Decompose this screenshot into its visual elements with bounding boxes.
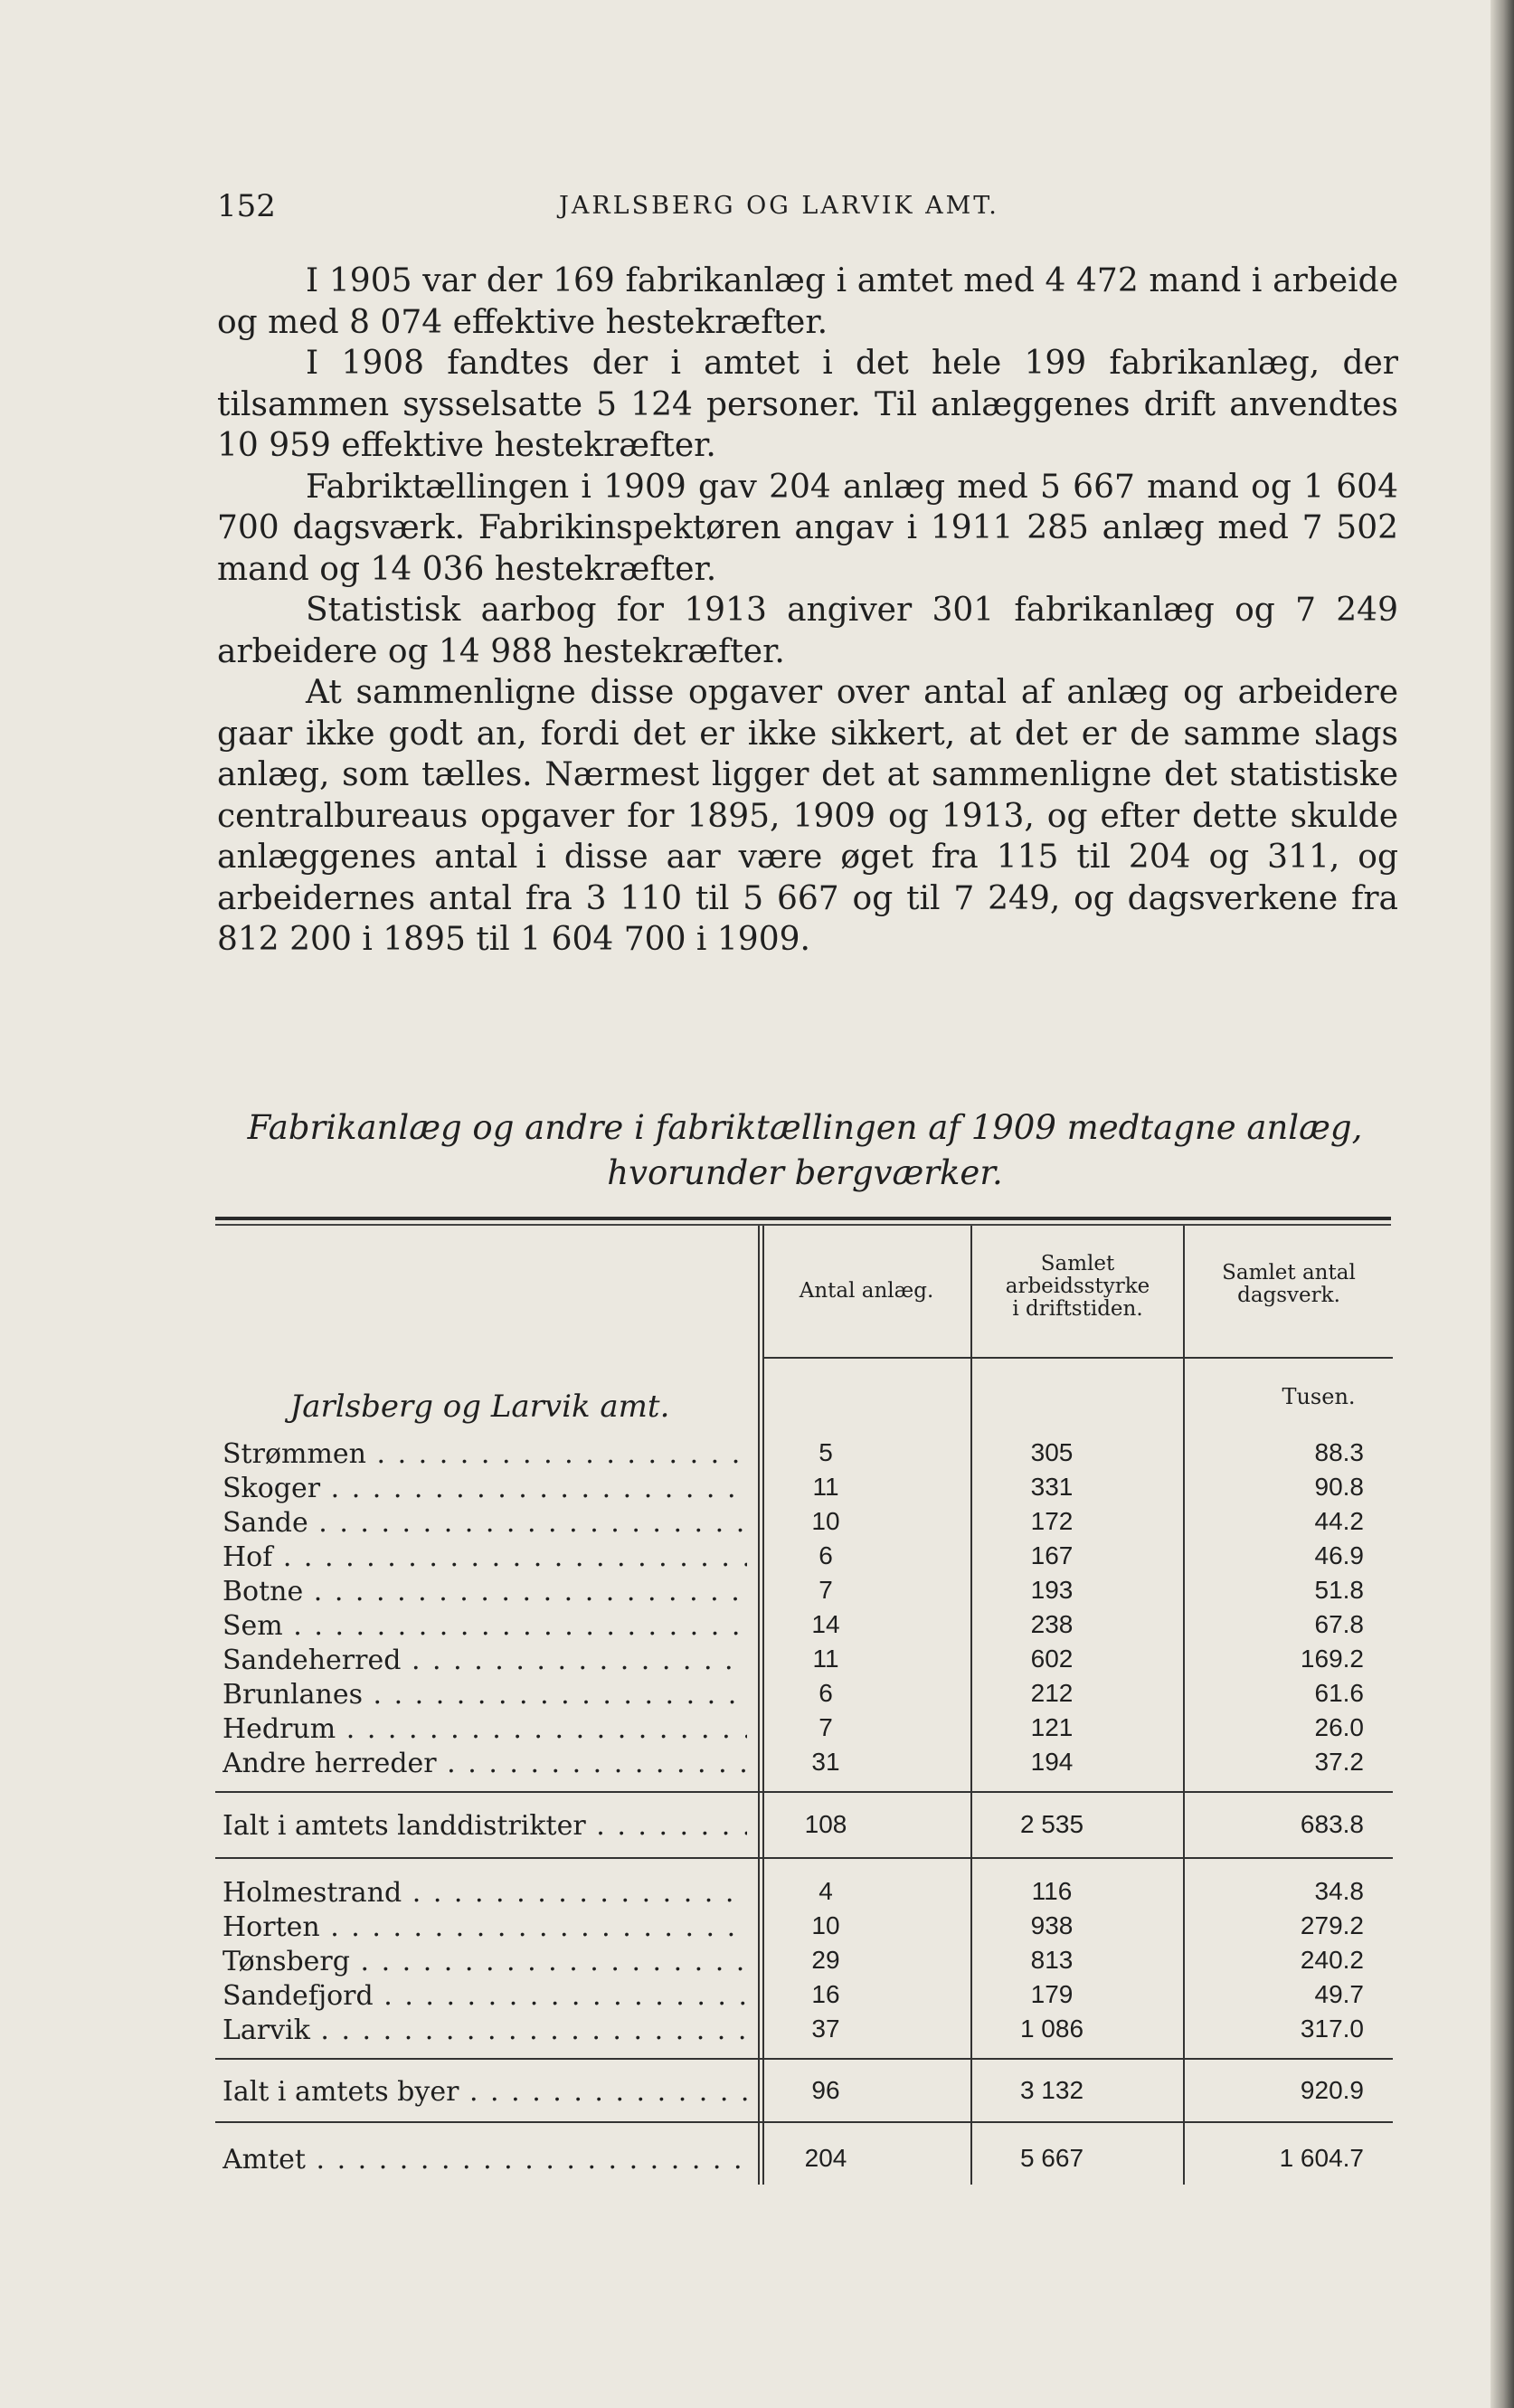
body-text [217, 261, 1398, 961]
cell-anlaeg: 7 [819, 1713, 833, 1741]
running-title: JARLSBERG OG LARVIK AMT. [559, 192, 999, 220]
paragraph: Fabriktællingen i 1909 gav 204 anlæg med 5 667 mand og 1 604 700 dagsværk. Fabrikinspektøren angav i 1911 285 anlæg med 7 502 mand og 14 036 hestekræfter. [217, 468, 1398, 588]
cell-anlaeg: 10 [811, 1507, 840, 1535]
cell-anlaeg: 108 [804, 1810, 847, 1838]
cell-dagsverk: 317.0 [1300, 2015, 1364, 2043]
cell-anlaeg: 16 [811, 1980, 840, 2008]
table-row [215, 1541, 1393, 1576]
caption-line: Fabrikanlæg og andre i fabriktællingen af 1909 medtagne anlæg, [247, 1108, 1363, 1147]
section-rule [215, 1857, 1393, 1859]
cell-arbeidsstyrke: 305 [1030, 1438, 1074, 1466]
table-row-total [215, 2076, 1393, 2110]
cell-dagsverk: 240.2 [1300, 1946, 1364, 1974]
cell-dagsverk: 51.8 [1314, 1576, 1364, 1604]
cell-anlaeg: 37 [811, 2015, 840, 2043]
row-label: Botne . . . [222, 1576, 747, 1607]
row-label: Hedrum . . . [222, 1713, 747, 1745]
row-label: Ialt i amtets byer . . . [222, 2076, 747, 2108]
table-row [215, 1645, 1393, 1679]
section-rule [215, 2058, 1393, 2060]
paragraph: I 1905 var der 169 fabrikanlæg i amtet med 4 472 mand i arbeide og med 8 074 effektive hestekræfter. [217, 262, 1398, 341]
row-label: Tønsberg . . . [222, 1946, 747, 1977]
cell-arbeidsstyrke: 167 [1030, 1541, 1074, 1569]
row-label: Sande . . . [222, 1507, 747, 1539]
cell-dagsverk: 46.9 [1314, 1541, 1364, 1569]
cell-arbeidsstyrke: 121 [1030, 1713, 1074, 1741]
cell-arbeidsstyrke: 179 [1030, 1980, 1074, 2008]
cell-dagsverk: 37.2 [1314, 1748, 1364, 1776]
table-row [215, 1713, 1393, 1748]
row-label: Skoger . . . [222, 1473, 747, 1504]
table-row [215, 1507, 1393, 1541]
cell-arbeidsstyrke: 331 [1030, 1473, 1074, 1501]
cell-dagsverk: 67.8 [1314, 1610, 1364, 1638]
cell-arbeidsstyrke: 5 667 [1019, 2144, 1084, 2172]
cell-anlaeg: 5 [819, 1438, 833, 1466]
section-title: Jarlsberg og Larvik amt. [289, 1389, 670, 1425]
cell-arbeidsstyrke: 813 [1030, 1946, 1074, 1974]
row-label: Sandeherred . . . [222, 1645, 747, 1676]
cell-anlaeg: 6 [819, 1541, 833, 1569]
cell-anlaeg: 11 [812, 1645, 839, 1673]
column-header-dagsverk: Samlet antal dagsverk. [1222, 1261, 1356, 1307]
cell-dagsverk: 90.8 [1314, 1473, 1364, 1501]
cell-anlaeg: 14 [811, 1610, 840, 1638]
row-label: Sandefjord . . . [222, 1980, 747, 2012]
table-row-grand-total [215, 2144, 1393, 2178]
column-header-anlaeg: Antal anlæg. [799, 1279, 934, 1303]
cell-arbeidsstyrke: 172 [1030, 1507, 1074, 1535]
cell-anlaeg: 10 [811, 1911, 840, 1939]
cell-arbeidsstyrke: 3 132 [1019, 2076, 1084, 2104]
cell-arbeidsstyrke: 194 [1030, 1748, 1074, 1776]
table-row [215, 2015, 1393, 2049]
table-row [215, 1473, 1393, 1507]
cell-arbeidsstyrke: 116 [1031, 1877, 1073, 1905]
cell-dagsverk: 279.2 [1300, 1911, 1364, 1939]
page-header [217, 188, 1393, 233]
row-label: Brunlanes . . . [222, 1679, 747, 1711]
cell-dagsverk: 44.2 [1314, 1507, 1364, 1535]
header-rule [762, 1357, 1393, 1359]
row-label: Holmestrand . . . [222, 1877, 747, 1909]
row-label: Andre herreder . . . [222, 1748, 747, 1779]
cell-dagsverk: 169.2 [1300, 1645, 1364, 1673]
cell-anlaeg: 4 [819, 1877, 833, 1905]
cell-dagsverk: 1 604.7 [1279, 2144, 1364, 2172]
paragraph: Statistisk aarbog for 1913 angiver 301 fabrikanlæg og 7 249 arbeidere og 14 988 hestekræfter. [217, 592, 1398, 670]
page-number: 152 [217, 188, 276, 224]
cell-dagsverk: 920.9 [1300, 2076, 1364, 2104]
cell-anlaeg: 11 [812, 1473, 839, 1501]
row-label: Strømmen . . . [222, 1438, 747, 1470]
section-rule [215, 1791, 1393, 1793]
table-row-total [215, 1810, 1393, 1844]
row-label: Horten . . . [222, 1911, 747, 1943]
table-top-rule-thin [215, 1224, 1391, 1226]
table-row [215, 1679, 1393, 1713]
cell-dagsverk: 34.8 [1314, 1877, 1364, 1905]
cell-arbeidsstyrke: 602 [1030, 1645, 1074, 1673]
cell-arbeidsstyrke: 1 086 [1019, 2015, 1084, 2043]
cell-dagsverk: 26.0 [1314, 1713, 1364, 1741]
paragraph: At sammenligne disse opgaver over antal af anlæg og arbeidere gaar ikke godt an, fordi det er ikke sikkert, at det er de samme slags anlæg, som tælles. Nærmest ligger det at sammenligne det statistiske centralbureaus opgaver for 1895, 1909 og 1913, og efter dette skulde anlæggenes antal i disse aar være øget fra 115 til 204 og 311, og arbeidernes antal fra 3 110 til 5 667 og til 7 249, og dagsverkene fra 812 200 i 1895 til 1 604 700 i 1909. [217, 674, 1398, 958]
paragraph: I 1908 fandtes der i amtet i det hele 199 fabrikanlæg, der tilsammen sysselsatte 5 124 personer. Til anlæggenes drift anvendtes 10 959 effektive hestekræfter. [217, 345, 1398, 464]
page-edge-shadow [1490, 0, 1514, 2408]
cell-anlaeg: 29 [811, 1946, 840, 1974]
cell-arbeidsstyrke: 2 535 [1019, 1810, 1084, 1838]
table-row [215, 1980, 1393, 2015]
row-label: Amtet . . . [222, 2144, 747, 2176]
table-row [215, 1576, 1393, 1610]
cell-arbeidsstyrke: 238 [1030, 1610, 1074, 1638]
cell-arbeidsstyrke: 212 [1030, 1679, 1074, 1707]
cell-anlaeg: 96 [811, 2076, 840, 2104]
cell-anlaeg: 6 [819, 1679, 833, 1707]
table-top-rule [215, 1217, 1391, 1220]
row-label: Larvik . . . [222, 2015, 747, 2046]
table-row [215, 1946, 1393, 1980]
row-label: Ialt i amtets landdistrikter . . . [222, 1810, 747, 1842]
section-rule [215, 2121, 1393, 2123]
table-row [215, 1748, 1393, 1782]
cell-arbeidsstyrke: 193 [1030, 1576, 1074, 1604]
table-caption [217, 1105, 1393, 1196]
row-label: Sem . . . [222, 1610, 747, 1642]
statistics-table [215, 1217, 1393, 2185]
table-row [215, 1911, 1393, 1946]
caption-line: hvorunder bergværker. [607, 1153, 1003, 1192]
cell-dagsverk: 683.8 [1300, 1810, 1364, 1838]
cell-dagsverk: 61.6 [1314, 1679, 1364, 1707]
cell-dagsverk: 49.7 [1314, 1980, 1364, 2008]
cell-anlaeg: 31 [811, 1748, 840, 1776]
table-row [215, 1877, 1393, 1911]
table-row [215, 1438, 1393, 1473]
table-row [215, 1610, 1393, 1645]
cell-dagsverk: 88.3 [1314, 1438, 1364, 1466]
row-label: Hof . . . [222, 1541, 747, 1573]
cell-anlaeg: 204 [804, 2144, 847, 2172]
cell-anlaeg: 7 [819, 1576, 833, 1604]
unit-note: Tusen. [1282, 1384, 1356, 1409]
column-header-arbeidsstyrke: Samlet arbeidsstyrke i driftstiden. [1005, 1252, 1150, 1321]
cell-arbeidsstyrke: 938 [1030, 1911, 1074, 1939]
